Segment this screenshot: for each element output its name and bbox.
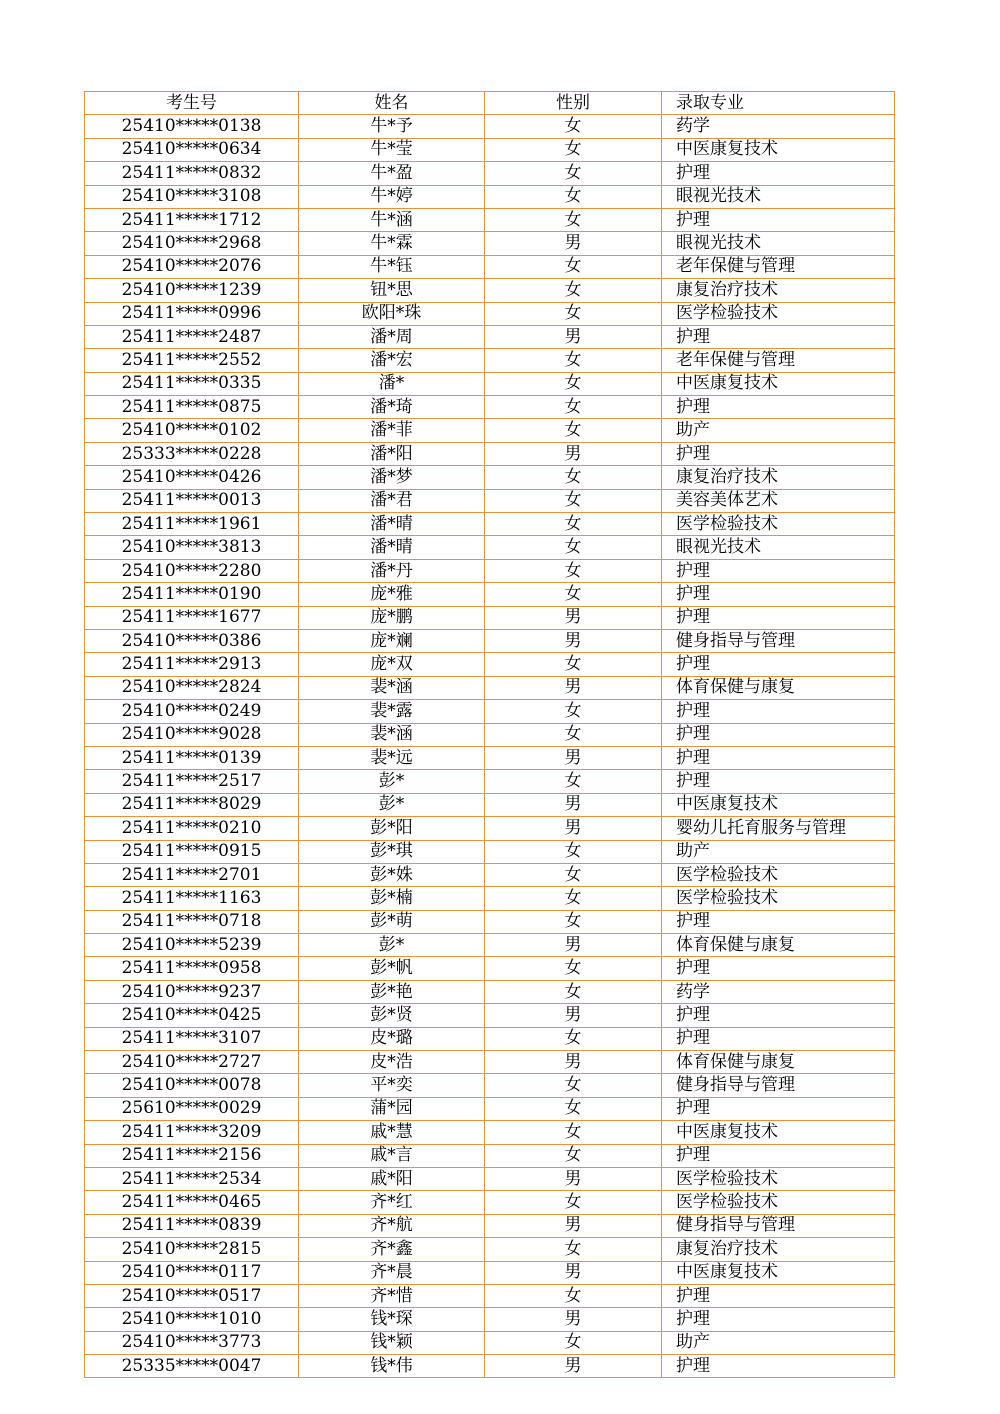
cell-exam-number: 25410*****0249 <box>85 700 299 723</box>
cell-name: 齐*晨 <box>299 1261 485 1284</box>
cell-gender: 男 <box>485 676 662 699</box>
cell-major: 医学检验技术 <box>662 863 895 886</box>
cell-exam-number: 25410*****2280 <box>85 559 299 582</box>
cell-major: 护理 <box>662 442 895 465</box>
table-row <box>85 396 895 419</box>
cell-major: 护理 <box>662 653 895 676</box>
table-row <box>85 1074 895 1097</box>
cell-exam-number: 25410*****5239 <box>85 934 299 957</box>
cell-gender: 女 <box>485 1284 662 1307</box>
cell-gender: 男 <box>485 1051 662 1074</box>
cell-gender: 女 <box>485 208 662 231</box>
table-row <box>85 162 895 185</box>
cell-gender: 男 <box>485 325 662 348</box>
table-row <box>85 934 895 957</box>
cell-gender: 女 <box>485 1331 662 1354</box>
cell-name: 齐*航 <box>299 1214 485 1237</box>
cell-major: 中医康复技术 <box>662 793 895 816</box>
table-row <box>85 606 895 629</box>
cell-major: 护理 <box>662 1284 895 1307</box>
cell-major: 护理 <box>662 1004 895 1027</box>
cell-gender: 男 <box>485 793 662 816</box>
cell-exam-number: 25410*****9237 <box>85 980 299 1003</box>
cell-gender: 女 <box>485 536 662 559</box>
table-row <box>85 115 895 138</box>
cell-major: 护理 <box>662 559 895 582</box>
cell-name: 钱*琛 <box>299 1308 485 1331</box>
cell-major: 健身指导与管理 <box>662 1214 895 1237</box>
table-row <box>85 723 895 746</box>
cell-major: 护理 <box>662 606 895 629</box>
table-row <box>85 1121 895 1144</box>
cell-exam-number: 25410*****1010 <box>85 1308 299 1331</box>
cell-major: 医学检验技术 <box>662 302 895 325</box>
cell-name: 潘*梦 <box>299 466 485 489</box>
cell-exam-number: 25411*****0718 <box>85 910 299 933</box>
cell-name: 戚*阳 <box>299 1167 485 1190</box>
cell-gender: 女 <box>485 723 662 746</box>
cell-name: 齐*惜 <box>299 1284 485 1307</box>
table-row <box>85 1331 895 1354</box>
cell-name: 牛*钰 <box>299 255 485 278</box>
cell-gender: 男 <box>485 1355 662 1378</box>
cell-gender: 男 <box>485 629 662 652</box>
cell-exam-number: 25410*****0117 <box>85 1261 299 1284</box>
cell-name: 戚*慧 <box>299 1121 485 1144</box>
cell-major: 药学 <box>662 980 895 1003</box>
cell-gender: 女 <box>485 255 662 278</box>
cell-gender: 女 <box>485 770 662 793</box>
cell-major: 护理 <box>662 1308 895 1331</box>
cell-gender: 男 <box>485 1261 662 1284</box>
cell-exam-number: 25410*****0425 <box>85 1004 299 1027</box>
cell-name: 彭* <box>299 770 485 793</box>
cell-name: 庞*双 <box>299 653 485 676</box>
cell-name: 彭*贤 <box>299 1004 485 1027</box>
cell-name: 齐*鑫 <box>299 1238 485 1261</box>
cell-major: 护理 <box>662 910 895 933</box>
cell-exam-number: 25411*****0839 <box>85 1214 299 1237</box>
cell-name: 潘*晴 <box>299 513 485 536</box>
table-row <box>85 1284 895 1307</box>
table-row <box>85 1238 895 1261</box>
cell-gender: 男 <box>485 1004 662 1027</box>
cell-exam-number: 25411*****0875 <box>85 396 299 419</box>
cell-gender: 女 <box>485 489 662 512</box>
cell-exam-number: 25411*****1163 <box>85 887 299 910</box>
cell-gender: 男 <box>485 442 662 465</box>
cell-exam-number: 25411*****0915 <box>85 840 299 863</box>
cell-exam-number: 25411*****0190 <box>85 583 299 606</box>
cell-gender: 女 <box>485 1238 662 1261</box>
cell-major: 护理 <box>662 723 895 746</box>
cell-name: 潘*宏 <box>299 349 485 372</box>
table-row <box>85 957 895 980</box>
cell-gender: 女 <box>485 1191 662 1214</box>
table-row <box>85 466 895 489</box>
cell-major: 中医康复技术 <box>662 138 895 161</box>
table-row <box>85 887 895 910</box>
cell-gender: 男 <box>485 606 662 629</box>
cell-major: 医学检验技术 <box>662 513 895 536</box>
cell-exam-number: 25411*****0832 <box>85 162 299 185</box>
cell-name: 彭*姝 <box>299 863 485 886</box>
cell-major: 健身指导与管理 <box>662 629 895 652</box>
cell-gender: 男 <box>485 746 662 769</box>
table-row <box>85 536 895 559</box>
cell-exam-number: 25410*****0078 <box>85 1074 299 1097</box>
table-row <box>85 840 895 863</box>
cell-name: 钮*思 <box>299 279 485 302</box>
cell-exam-number: 25411*****1712 <box>85 208 299 231</box>
cell-major: 医学检验技术 <box>662 887 895 910</box>
cell-name: 庞*斓 <box>299 629 485 652</box>
cell-major: 体育保健与康复 <box>662 934 895 957</box>
cell-exam-number: 25410*****0102 <box>85 419 299 442</box>
table-row <box>85 325 895 348</box>
cell-name: 皮*浩 <box>299 1051 485 1074</box>
cell-major: 助产 <box>662 840 895 863</box>
cell-gender: 女 <box>485 513 662 536</box>
cell-name: 彭* <box>299 934 485 957</box>
cell-major: 护理 <box>662 1027 895 1050</box>
cell-exam-number: 25410*****0426 <box>85 466 299 489</box>
cell-major: 药学 <box>662 115 895 138</box>
cell-gender: 女 <box>485 700 662 723</box>
cell-major: 护理 <box>662 162 895 185</box>
cell-name: 彭*萌 <box>299 910 485 933</box>
cell-gender: 男 <box>485 1214 662 1237</box>
cell-exam-number: 25411*****0465 <box>85 1191 299 1214</box>
cell-gender: 男 <box>485 232 662 255</box>
cell-major: 眼视光技术 <box>662 185 895 208</box>
cell-gender: 女 <box>485 302 662 325</box>
cell-exam-number: 25411*****0958 <box>85 957 299 980</box>
cell-name: 戚*言 <box>299 1144 485 1167</box>
cell-exam-number: 25411*****2487 <box>85 325 299 348</box>
cell-major: 中医康复技术 <box>662 372 895 395</box>
table-row <box>85 419 895 442</box>
cell-exam-number: 25333*****0228 <box>85 442 299 465</box>
cell-exam-number: 25411*****1961 <box>85 513 299 536</box>
cell-name: 裴*远 <box>299 746 485 769</box>
cell-gender: 女 <box>485 1121 662 1144</box>
cell-exam-number: 25410*****0634 <box>85 138 299 161</box>
table-row <box>85 583 895 606</box>
table-row <box>85 349 895 372</box>
cell-major: 护理 <box>662 396 895 419</box>
cell-name: 彭* <box>299 793 485 816</box>
table-row <box>85 1027 895 1050</box>
cell-exam-number: 25410*****2076 <box>85 255 299 278</box>
table-row <box>85 302 895 325</box>
table-row <box>85 185 895 208</box>
cell-name: 齐*红 <box>299 1191 485 1214</box>
cell-exam-number: 25410*****2824 <box>85 676 299 699</box>
cell-major: 美容美体艺术 <box>662 489 895 512</box>
cell-name: 牛*予 <box>299 115 485 138</box>
cell-gender: 女 <box>485 349 662 372</box>
cell-major: 护理 <box>662 1144 895 1167</box>
cell-gender: 女 <box>485 162 662 185</box>
cell-gender: 女 <box>485 559 662 582</box>
cell-gender: 女 <box>485 1074 662 1097</box>
cell-exam-number: 25411*****0996 <box>85 302 299 325</box>
cell-name: 彭*艳 <box>299 980 485 1003</box>
table-row <box>85 980 895 1003</box>
cell-name: 潘*晴 <box>299 536 485 559</box>
table-row <box>85 442 895 465</box>
cell-major: 中医康复技术 <box>662 1121 895 1144</box>
table-row <box>85 1004 895 1027</box>
cell-major: 护理 <box>662 1097 895 1120</box>
cell-exam-number: 25411*****2534 <box>85 1167 299 1190</box>
cell-name: 潘*菲 <box>299 419 485 442</box>
table-row <box>85 1308 895 1331</box>
cell-major: 助产 <box>662 1331 895 1354</box>
cell-gender: 女 <box>485 115 662 138</box>
cell-major: 医学检验技术 <box>662 1167 895 1190</box>
cell-major: 康复治疗技术 <box>662 1238 895 1261</box>
table-row <box>85 489 895 512</box>
cell-exam-number: 25410*****2727 <box>85 1051 299 1074</box>
table-row <box>85 1167 895 1190</box>
cell-name: 庞*雅 <box>299 583 485 606</box>
table-row <box>85 1051 895 1074</box>
cell-exam-number: 25411*****0013 <box>85 489 299 512</box>
cell-name: 裴*涵 <box>299 676 485 699</box>
cell-gender: 女 <box>485 840 662 863</box>
table-row <box>85 232 895 255</box>
cell-gender: 女 <box>485 396 662 419</box>
cell-major: 护理 <box>662 746 895 769</box>
cell-major: 护理 <box>662 583 895 606</box>
header-exam-number: 考生号 <box>85 92 299 115</box>
cell-exam-number: 25411*****2517 <box>85 770 299 793</box>
cell-exam-number: 25410*****0386 <box>85 629 299 652</box>
cell-gender: 女 <box>485 863 662 886</box>
table-row <box>85 1097 895 1120</box>
cell-gender: 女 <box>485 279 662 302</box>
table-row <box>85 559 895 582</box>
table-row <box>85 372 895 395</box>
cell-name: 潘*君 <box>299 489 485 512</box>
cell-gender: 男 <box>485 1167 662 1190</box>
cell-name: 平*奕 <box>299 1074 485 1097</box>
cell-name: 裴*露 <box>299 700 485 723</box>
cell-exam-number: 25411*****1677 <box>85 606 299 629</box>
cell-name: 彭*帆 <box>299 957 485 980</box>
cell-name: 潘* <box>299 372 485 395</box>
cell-exam-number: 25411*****2156 <box>85 1144 299 1167</box>
table-row <box>85 1261 895 1284</box>
cell-major: 助产 <box>662 419 895 442</box>
cell-exam-number: 25410*****3773 <box>85 1331 299 1354</box>
cell-name: 牛*婷 <box>299 185 485 208</box>
cell-gender: 女 <box>485 185 662 208</box>
cell-name: 裴*涵 <box>299 723 485 746</box>
cell-gender: 男 <box>485 817 662 840</box>
cell-gender: 女 <box>485 466 662 489</box>
cell-major: 中医康复技术 <box>662 1261 895 1284</box>
cell-gender: 女 <box>485 138 662 161</box>
table-row <box>85 700 895 723</box>
cell-exam-number: 25410*****3108 <box>85 185 299 208</box>
table-row <box>85 910 895 933</box>
cell-major: 体育保健与康复 <box>662 1051 895 1074</box>
cell-gender: 女 <box>485 372 662 395</box>
table-row <box>85 1214 895 1237</box>
cell-name: 牛*霖 <box>299 232 485 255</box>
header-row <box>85 92 895 115</box>
cell-major: 护理 <box>662 208 895 231</box>
cell-name: 潘*丹 <box>299 559 485 582</box>
cell-major: 体育保健与康复 <box>662 676 895 699</box>
cell-major: 老年保健与管理 <box>662 255 895 278</box>
cell-name: 庞*鹏 <box>299 606 485 629</box>
cell-gender: 女 <box>485 653 662 676</box>
cell-major: 护理 <box>662 1355 895 1378</box>
cell-exam-number: 25411*****3209 <box>85 1121 299 1144</box>
cell-name: 牛*盈 <box>299 162 485 185</box>
table-row <box>85 817 895 840</box>
table-row <box>85 1355 895 1378</box>
cell-exam-number: 25411*****0335 <box>85 372 299 395</box>
cell-exam-number: 25410*****0138 <box>85 115 299 138</box>
cell-name: 钱*伟 <box>299 1355 485 1378</box>
cell-exam-number: 25411*****2701 <box>85 863 299 886</box>
cell-exam-number: 25410*****9028 <box>85 723 299 746</box>
header-name: 姓名 <box>299 92 485 115</box>
cell-name: 蒲*园 <box>299 1097 485 1120</box>
cell-major: 老年保健与管理 <box>662 349 895 372</box>
cell-exam-number: 25410*****2968 <box>85 232 299 255</box>
table-row <box>85 746 895 769</box>
cell-exam-number: 25335*****0047 <box>85 1355 299 1378</box>
cell-exam-number: 25410*****0517 <box>85 1284 299 1307</box>
cell-name: 潘*周 <box>299 325 485 348</box>
cell-exam-number: 25410*****3813 <box>85 536 299 559</box>
table-row <box>85 863 895 886</box>
cell-major: 护理 <box>662 957 895 980</box>
table-row <box>85 676 895 699</box>
table-row <box>85 793 895 816</box>
cell-exam-number: 25411*****8029 <box>85 793 299 816</box>
cell-gender: 女 <box>485 910 662 933</box>
cell-name: 潘*阳 <box>299 442 485 465</box>
table-row <box>85 653 895 676</box>
cell-gender: 女 <box>485 1027 662 1050</box>
cell-name: 彭*楠 <box>299 887 485 910</box>
table-row <box>85 513 895 536</box>
header-gender: 性别 <box>485 92 662 115</box>
cell-gender: 女 <box>485 980 662 1003</box>
cell-exam-number: 25411*****2552 <box>85 349 299 372</box>
cell-name: 牛*莹 <box>299 138 485 161</box>
cell-name: 皮*璐 <box>299 1027 485 1050</box>
cell-name: 钱*颖 <box>299 1331 485 1354</box>
cell-gender: 女 <box>485 887 662 910</box>
cell-major: 护理 <box>662 770 895 793</box>
cell-name: 牛*涵 <box>299 208 485 231</box>
cell-name: 潘*琦 <box>299 396 485 419</box>
table-row <box>85 1144 895 1167</box>
cell-exam-number: 25411*****0210 <box>85 817 299 840</box>
admission-table <box>84 91 895 1378</box>
table-row <box>85 208 895 231</box>
cell-gender: 男 <box>485 1308 662 1331</box>
cell-exam-number: 25411*****0139 <box>85 746 299 769</box>
cell-major: 护理 <box>662 325 895 348</box>
cell-gender: 女 <box>485 419 662 442</box>
cell-gender: 女 <box>485 583 662 606</box>
table-row <box>85 1191 895 1214</box>
cell-major: 康复治疗技术 <box>662 279 895 302</box>
table-row <box>85 279 895 302</box>
header-major: 录取专业 <box>662 92 895 115</box>
cell-name: 彭*琪 <box>299 840 485 863</box>
cell-major: 眼视光技术 <box>662 536 895 559</box>
cell-major: 婴幼儿托育服务与管理 <box>662 817 895 840</box>
cell-gender: 女 <box>485 1097 662 1120</box>
cell-major: 康复治疗技术 <box>662 466 895 489</box>
cell-exam-number: 25410*****2815 <box>85 1238 299 1261</box>
table-row <box>85 770 895 793</box>
cell-gender: 女 <box>485 957 662 980</box>
table-row <box>85 138 895 161</box>
cell-gender: 男 <box>485 934 662 957</box>
cell-exam-number: 25610*****0029 <box>85 1097 299 1120</box>
cell-exam-number: 25410*****1239 <box>85 279 299 302</box>
table-row <box>85 255 895 278</box>
table-body <box>85 115 895 1378</box>
cell-exam-number: 25411*****2913 <box>85 653 299 676</box>
cell-name: 彭*阳 <box>299 817 485 840</box>
cell-name: 欧阳*珠 <box>299 302 485 325</box>
table-row <box>85 629 895 652</box>
cell-major: 眼视光技术 <box>662 232 895 255</box>
cell-exam-number: 25411*****3107 <box>85 1027 299 1050</box>
cell-gender: 女 <box>485 1144 662 1167</box>
cell-major: 健身指导与管理 <box>662 1074 895 1097</box>
cell-major: 医学检验技术 <box>662 1191 895 1214</box>
cell-major: 护理 <box>662 700 895 723</box>
